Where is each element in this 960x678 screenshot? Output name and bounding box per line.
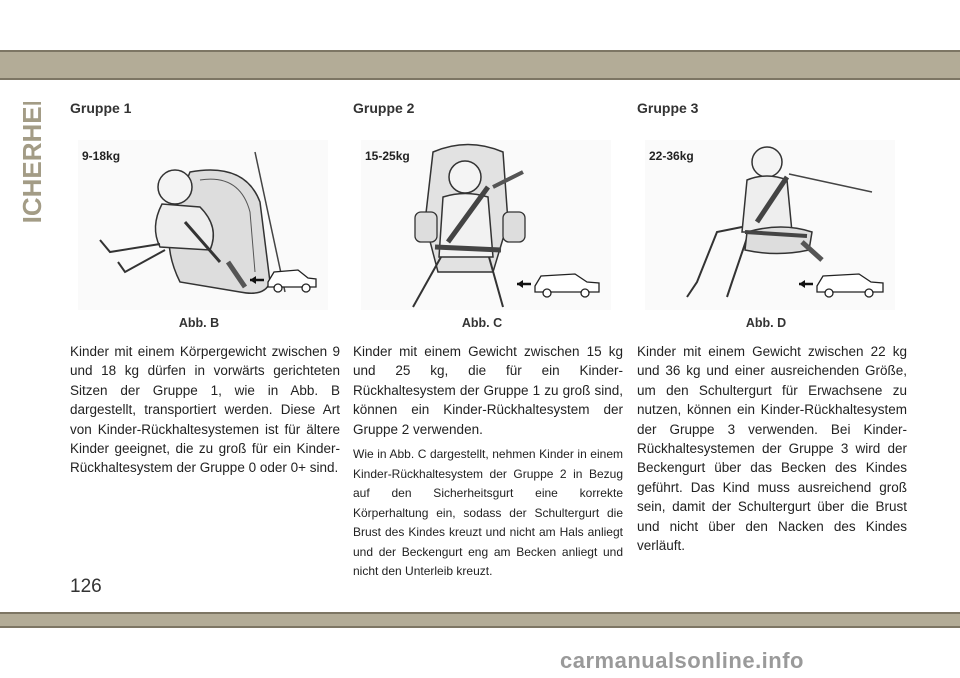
column-gruppe-2 xyxy=(353,100,623,582)
page-number: 126 xyxy=(70,576,102,597)
header-band xyxy=(0,50,960,80)
heading-gruppe-3: Gruppe 3 xyxy=(637,100,699,116)
illustration-booster-cushion xyxy=(637,132,895,310)
paragraph-gruppe-1: Kinder mit einem Körpergewicht zwischen 9 und 18 kg dürfen in vorwärts gerichteten Sitzen der Gruppe 1, wie in Abb. B dargestellt, transportiert werden. Diese Art von Kinder-Rückhaltesystemen ist für ältere Kinder geeignet, die zu groß für ein Kinder-Rückhaltesystem der Gruppe 0 oder 0+ sind. xyxy=(70,344,340,476)
caption-b: Abb. B xyxy=(178,316,220,330)
paragraph-gruppe-3: Kinder mit einem Gewicht zwischen 22 kg und 36 kg und einer ausreichenden Größe, um den Schultergurt für Erwachsene zu nutzen, können ein Kinder-Rückhaltesystem der Gruppe 3 verwenden. Bei Kinder-Rückhaltesystemen der Gruppe 3 wird der Beckengurt über das Becken des Kindes geführt. Das Kind muss ausreichend groß sein, damit der Schultergurt über die Brust und nicht über den Nacken des Kindes verläuft. xyxy=(637,344,907,554)
column-gruppe-1 xyxy=(70,100,340,478)
caption-d: Abb. D xyxy=(745,316,787,330)
caption-c: Abb. C xyxy=(461,316,503,330)
weight-label-c: 15-25kg xyxy=(365,149,410,163)
illustration-booster-seat xyxy=(353,132,611,310)
weight-label-b: 9-18kg xyxy=(82,149,121,163)
paragraph-gruppe-2-b: Wie in Abb. C dargestellt, nehmen Kinder in einem Kinder-Rückhaltesystem der Gruppe 2 in Bezug auf den Sicherheitsgurt eine korrekte Körperhaltung ein, sodass der Schultergurt die Brust des Kindes kreuzt und nicht am Hals anliegt und der Beckengurt eng am Becken anliegt und nicht den Unterleib kreuzt. xyxy=(353,447,623,579)
section-label-text: SICHERHEIT xyxy=(17,102,47,222)
illustration-child-seat-forward xyxy=(70,132,328,310)
section-label xyxy=(14,102,50,222)
figure-b xyxy=(70,132,328,310)
heading-gruppe-2: Gruppe 2 xyxy=(353,100,415,116)
heading-gruppe-1: Gruppe 1 xyxy=(70,100,132,116)
figure-c xyxy=(353,132,611,310)
paragraph-gruppe-2-a: Kinder mit einem Gewicht zwischen 15 kg und 25 kg, die für ein Kinder-Rückhaltesystem der Gruppe 1 zu groß sind, können ein Kinder-Rückhaltesystem der Gruppe 2 verwenden. xyxy=(353,344,623,437)
weight-label-d: 22-36kg xyxy=(649,149,694,163)
column-gruppe-3 xyxy=(637,100,907,555)
figure-d xyxy=(637,132,895,310)
watermark: carmanualsonline.info xyxy=(560,648,804,673)
footer-band xyxy=(0,612,960,628)
